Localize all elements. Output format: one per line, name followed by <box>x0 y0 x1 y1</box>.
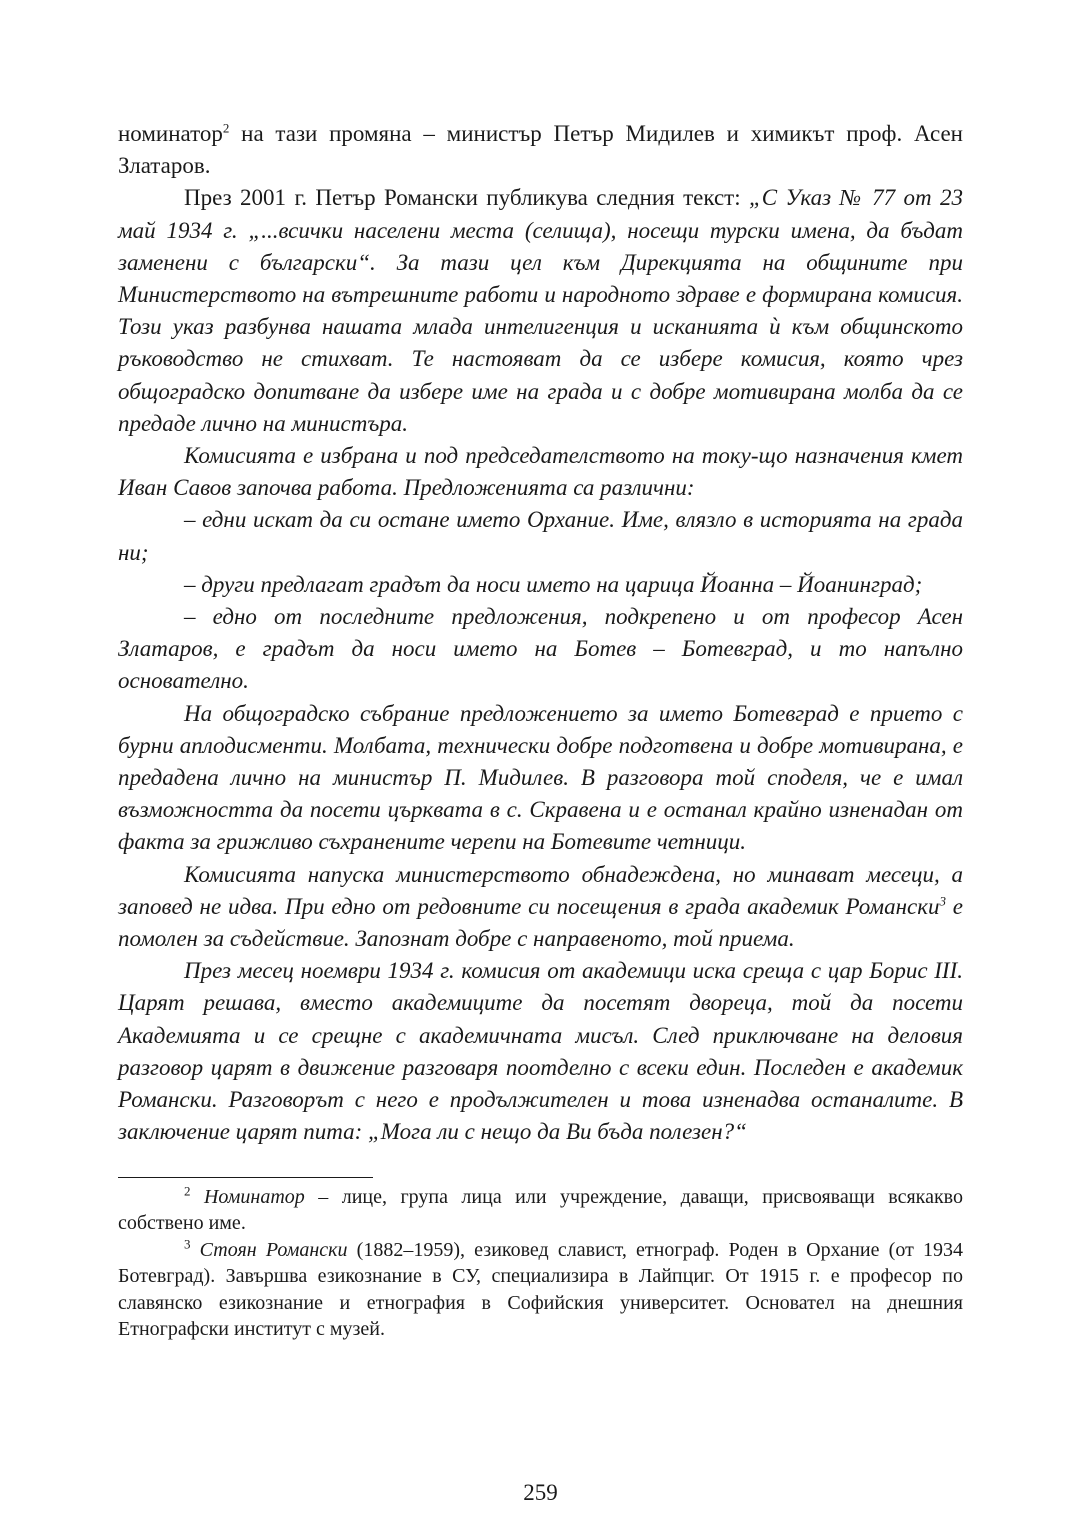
page-body <box>118 118 963 1343</box>
paragraph-2: През 2001 г. Петър Романски публикува следния текст: „С Указ № 77 от 23 май 1934 г. „...всички населени места (селища), носещи турски имена, да бъдат заменени с български“. За тази цел към Дирекцията на общините при Министерството на вътрешните работи и народното здраве е формирана комисия. Този указ разбунва нашата млада интелигенция и исканията ѝ към общинското ръководство не стихват. Те настояват да се избере комисия, която чрез общоградско допитване да избере име на града и с добре мотивирана молба да се предаде лично на министъра. <box>118 185 963 436</box>
footnotes <box>118 1184 963 1343</box>
list-item-3: – едно от последните предложения, подкрепено и от професор Асен Златаров, е градът да носи името на Ботев – Ботевград, и то напълно основателно. <box>118 604 963 694</box>
footnote-divider <box>118 1177 373 1178</box>
paragraph-9: През месец ноември 1934 г. комисия от академици иска среща с цар Борис III. Царят решава, вместо академиците да посетят двореца, той да посети Академията и се срещне с академичната мисъл. След приключване на деловия разговор царят в движение разговаря поотделно с всеки един. Последен е академик Романски. Разговорът с него е продължителен и това изненадва останалите. В заключение царят пита: „Мога ли с нещо да Ви бъда полезен?“ <box>118 958 963 1145</box>
paragraph-3: Комисията е избрана и под председателството на току-що назначения кмет Иван Савов започва работа. Предложенията са различни: <box>118 443 963 501</box>
list-item-2: – други предлагат градът да носи името на царица Йоанна – Йоанинград; <box>184 571 923 597</box>
footnote-ref-3[interactable]: 3 <box>939 893 946 909</box>
page-number: 259 <box>523 1480 558 1505</box>
paragraph-7: На общоградско събрание предложението за името Ботевград е прието с бурни аплодисменти. Молбата, технически добре подготвена и добре мотивирана, е предадена лично на министър П. Мидилев. В разговора той споделя, че е имал възможността да посети църквата в с. Скравена и е останал крайно изненадан от факта за грижливо съхранените черепи на Ботевите четници. <box>118 700 963 855</box>
footnote-2: $^2$ Номинатор – лице, група лица или учреждение, даващи, присвояващи всякакво собствено име. <box>118 1182 963 1234</box>
quote-decree: „С Указ № 77 от 23 май 1934 г. „...всички населени места (селища), носещи турски имена, да бъдат заменени с български“. За тази цел към Дирекцията на общините при Министерството на вътрешните работи и народното здраве е формирана комисия. Този указ разбунва нашата млада интелигенция и исканията ѝ към общинското ръководство не стихват. Те настояват да се избере комисия, която чрез общоградско допитване да избере име на града и с добре мотивирана молба да се предаде лично на министъра. <box>118 185 963 436</box>
footnote-3: $^3$ Стоян Романски (1882–1959), езиковед славист, етнограф. Роден в Орхание (от 1934 Ботевград). Завършва езикознание в СУ, специализира в Лайпциг. От 1915 г. е професор по славянско езикознание и етнография в Софийския университет. Основател на днешния Етнографски институт с музей. <box>118 1235 963 1340</box>
paragraph-1: номинатор$^2$ на тази промяна – министър Петър Мидилев и химикът проф. Асен Златаров. <box>118 120 963 179</box>
footnote-ref-2[interactable]: 2 <box>222 120 230 136</box>
paragraph-8: Комисията напуска министерството обнадеждена, но минават месеци, а заповед не идва. При едно от редовните си посещения в града академик Романски$^3$ е помолен за съдействие. Запознат добре с направеното, той приема. <box>118 861 963 952</box>
list-item-1: – едни искат да си остане името Орхание. Име, влязло в историята на града ни; <box>118 507 963 565</box>
